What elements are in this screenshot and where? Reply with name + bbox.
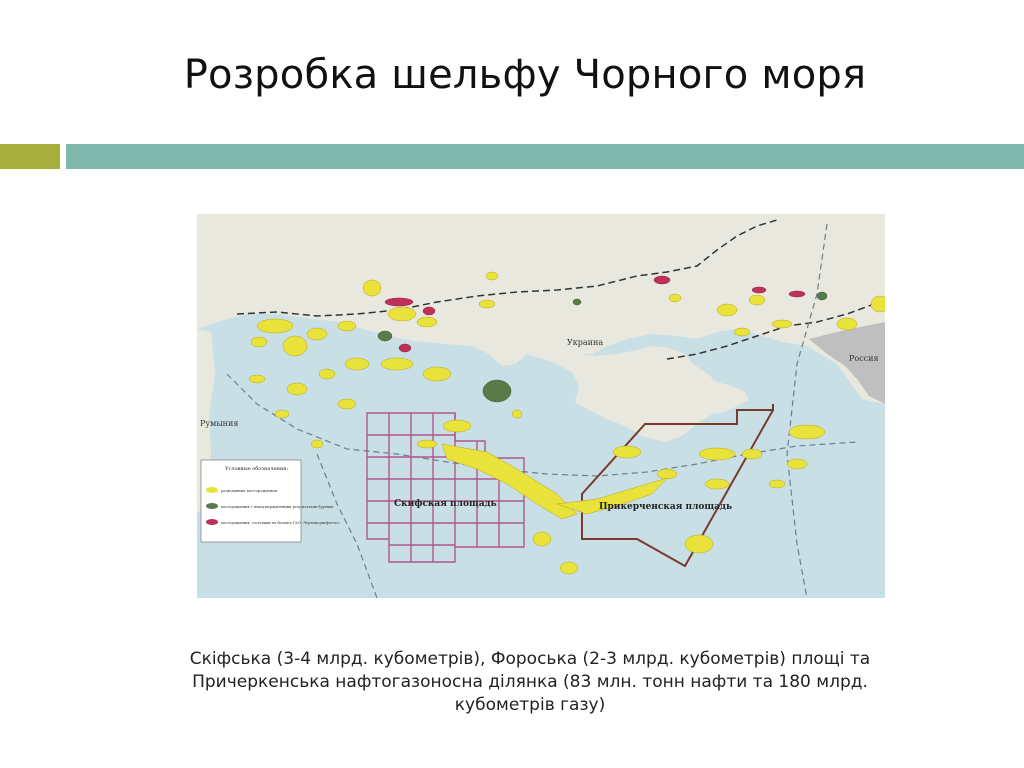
legend-item-unconfirmed: месторождения с неподтвержденными результатами бурения [221,505,334,509]
accent-bar-green [0,144,60,169]
legend-item-chernomorneftegaz: месторождения, состоящие на балансе ГАО «Черноморнефтегаз» [221,521,341,525]
label-russia: Россия [849,354,879,363]
legend-item-explored: разведанные месторождения [221,489,278,493]
map-canvas [197,214,885,598]
label-prikerch-area: Прикерченская площадь [599,502,733,512]
label-romania: Румыния [200,419,239,428]
accent-bar-teal [66,144,1024,169]
legend-swatch-unconfirmed [206,503,218,509]
shelf-map [197,214,885,598]
legend-title: Условные обозначения: [225,466,289,472]
slide-caption: Скіфська (3-4 млрд. кубометрів), Фороська (2-3 млрд. кубометрів) площі та Причеркенська нафтогазоносна ділянка (83 млн. тонн нафти та 180 млрд. кубометрів газу) [189,649,871,715]
legend-swatch-explored [206,487,218,493]
legend-swatch-chernomorneftegaz [206,519,218,525]
label-ukraine: Украина [567,338,604,347]
label-skif-area: Скифская площадь [394,499,497,509]
slide-title: Розробка шельфу Чорного моря [183,52,867,98]
